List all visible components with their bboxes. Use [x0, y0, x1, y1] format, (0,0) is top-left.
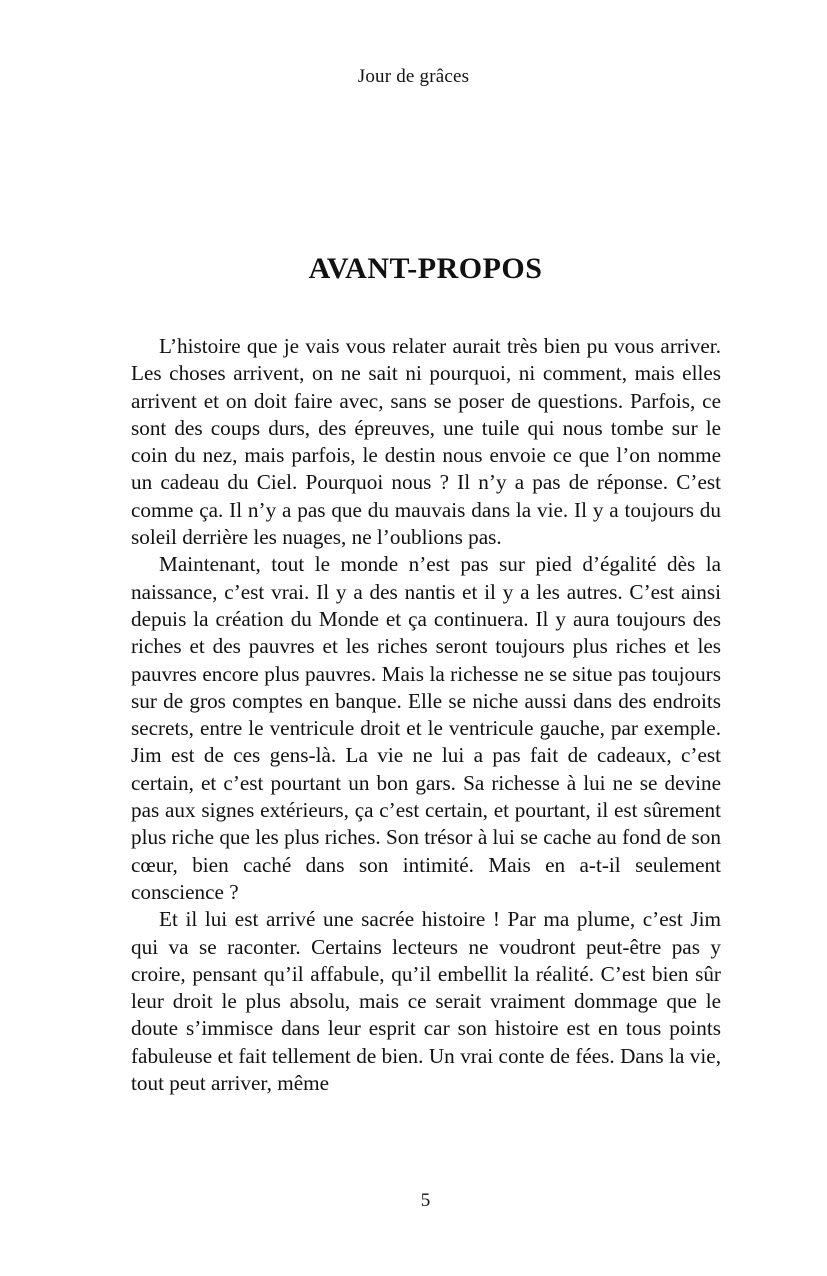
page-number: 5: [420, 1190, 431, 1211]
chapter-title: AVANT-PROPOS: [308, 252, 543, 285]
running-header: Jour de grâces: [357, 66, 470, 87]
paragraph: Maintenant, tout le monde n’est pas sur pied d’égalité dès la naissance, c’est vrai. Il y a des nantis et il y a les autres. C’est ainsi depuis la création du Monde et ça continuera. Il y aura toujours des riches et des pauvres et les riches seront toujours plus riches et les pauvres encore plus pauvres. Mais la richesse ne se situe pas toujours sur de gros comptes en banque. Elle se niche aussi dans des endroits secrets, entre le ventricule droit et le ventricule gauche, par exemple. Jim est de ces gens-là. La vie ne lui a pas fait de cadeaux, c’est certain, et c’est pourtant un bon gars. Sa richesse à lui ne se devine pas aux signes extérieurs, ça c’est certain, et pourtant, il est sûrement plus riche que les plus riches. Son trésor à lui se cache au fond de son cœur, bien caché dans son intimité. Mais en a-t-il seulement conscience ?: [131, 552, 721, 904]
paragraph: Et il lui est arrivé une sacrée histoire ! Par ma plume, c’est Jim qui va se raconter. Certains lecteurs ne voudront peut-être pas y croire, pensant qu’il affabule, qu’il embellit la réalité. C’est bien sûr leur droit le plus absolu, mais ce serait vraiment dommage que le doute s’immisce dans leur esprit car son histoire est en tous points fabuleuse et fait tellement de bien. Un vrai conte de fées. Dans la vie, tout peut arriver, même: [131, 907, 721, 1096]
paragraph: L’histoire que je vais vous relater aurait très bien pu vous arriver. Les choses arrivent, on ne sait ni pourquoi, ni comment, mais elles arrivent et on doit faire avec, sans se poser de questions. Parfois, ce sont des coups durs, des épreuves, une tuile qui nous tombe sur le coin du nez, mais parfois, le destin nous envoie ce que l’on nomme un cadeau du Ciel. Pourquoi nous ? Il n’y a pas de réponse. C’est comme ça. Il n’y a pas que du mauvais dans la vie. Il y a toujours du soleil derrière les nuages, ne l’oublions pas.: [131, 334, 721, 550]
body-text: [131, 333, 721, 1097]
